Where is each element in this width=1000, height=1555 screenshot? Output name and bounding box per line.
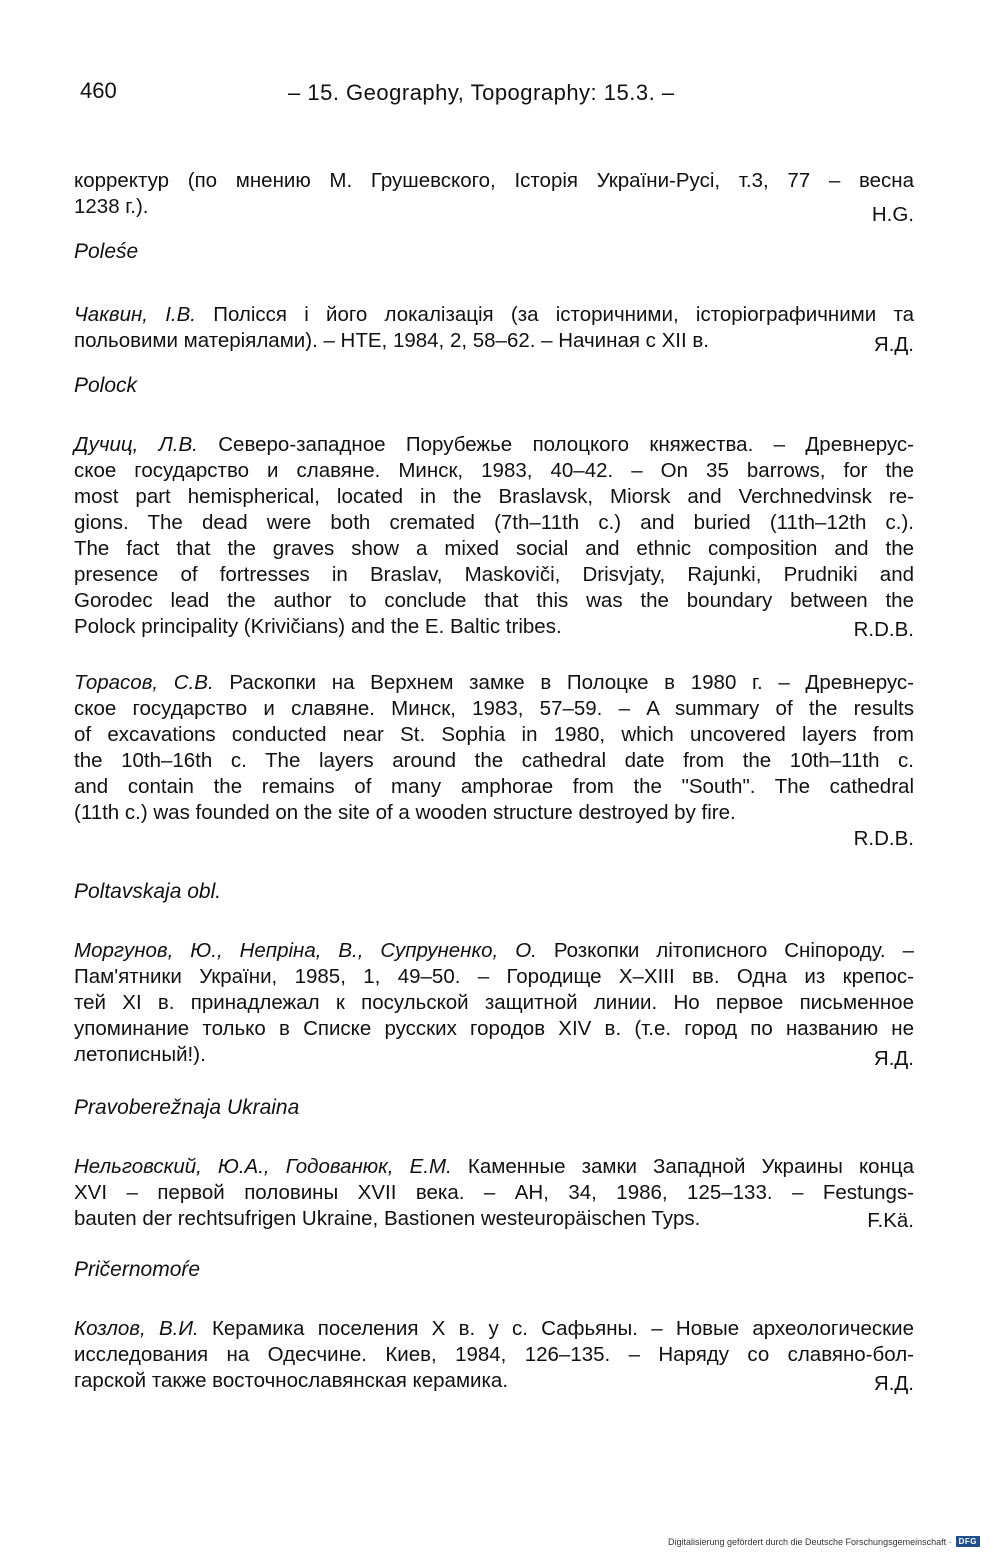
- entry-line: most part hemispherical, located in the Braslavsk, Miorsk and Verchnedvinsk re-: [74, 485, 914, 508]
- entry-line: упоминание только в Списке русских городов XIV в. (т.е. город по названию не: [74, 1017, 914, 1040]
- entry-last-line: [74, 328, 914, 354]
- entry-line: the 10th–16th c. The layers around the cathedral date from the 10th–11th c.: [74, 749, 914, 772]
- entry-morgunov: [74, 938, 914, 1068]
- reviewer-initials: F.Kä.: [867, 1209, 914, 1232]
- entry-author: Козлов, В.И.: [74, 1317, 199, 1340]
- entry-line: исследования на Одесчине. Киев, 1984, 126–135. – Наряду со славяно-бол-: [74, 1343, 914, 1366]
- entry-line: ское государство и славяне. Минск, 1983, 57–59. – A summary of the results: [74, 697, 914, 720]
- entry-line: Polock principality (Krivičians) and the E. Baltic tribes.: [74, 615, 562, 638]
- section-heading-pravoberezhnaja: Pravoberežnaja Ukraina: [74, 1096, 300, 1119]
- entry-line: ское государство и славяне. Минск, 1983, 40–42. – On 35 barrows, for the: [74, 459, 914, 482]
- entry-author: Торасов, С.В.: [74, 671, 214, 694]
- reviewer-initials: Я.Д.: [873, 1047, 914, 1070]
- entry-line: (11th c.) was founded on the site of a wooden structure destroyed by fire.: [74, 801, 736, 824]
- entry-author: Дучиц, Л.В.: [74, 433, 198, 456]
- entry-continuation: [74, 168, 914, 226]
- page-number: 460: [80, 78, 117, 103]
- entry-last-line: [74, 614, 914, 640]
- reviewer-initials: Я.Д.: [873, 333, 914, 356]
- entry-last-line: [74, 1368, 914, 1394]
- entry-last-line: [74, 1206, 914, 1232]
- entry-line: Каменные замки Западной Украины конца: [467, 1155, 915, 1178]
- section-heading-polese: Poleśe: [74, 240, 139, 263]
- entry-author: Нельговский, Ю.А., Годованюк, Е.М.: [74, 1155, 452, 1178]
- reviewer-initials: R.D.B.: [853, 827, 914, 850]
- dfg-logo: DFG: [956, 1536, 980, 1547]
- entry-line: Керамика поселения X в. у с. Сафьяны. – Новые археологические: [211, 1317, 914, 1340]
- entry-line: presence of fortresses in Braslav, Maskoviči, Drisvjaty, Rajunki, Prudniki and: [74, 563, 914, 586]
- entry-line: gions. The dead were both cremated (7th–11th c.) and buried (11th–12th c.).: [74, 511, 914, 534]
- entry-last-line: [74, 194, 914, 226]
- entry-line: польовими матеріялами). – НТЕ, 1984, 2, 58–62. – Начиная с XII в.: [74, 329, 709, 352]
- entry-author: Чаквин, І.В.: [74, 303, 196, 326]
- digitization-footer: [668, 1536, 980, 1547]
- entry-line: Полісся і його локалізація (за історичними, історіографичними та: [213, 303, 915, 326]
- entry-torasov: [74, 670, 914, 852]
- entry-line: гарской также восточнославянская керамика.: [74, 1369, 509, 1392]
- entry-line: and contain the remains of many amphorae from the "South". The cathedral: [74, 775, 914, 798]
- entry-nelgovskij: [74, 1154, 914, 1232]
- entry-line: Раскопки на Верхнем замке в Полоцке в 1980 г. – Древнерус-: [229, 671, 914, 694]
- entry-line: Северо-западное Порубежье полоцкого княжества. – Древнерус-: [218, 433, 914, 456]
- entry-line: корректур (по мнению М. Грушевского, Історія України-Русі, т.3, 77 – весна: [74, 169, 914, 192]
- entry-line: XVI – первой половины XVII века. – АН, 34, 1986, 125–133. – Festungs-: [74, 1181, 914, 1204]
- entry-last-line: [74, 1042, 914, 1068]
- section-heading-polock: Polock: [74, 374, 138, 397]
- entry-kozlov: [74, 1316, 914, 1394]
- entry-line: тей XI в. принадлежал к посульской защитной линии. Но первое письменное: [74, 991, 914, 1014]
- entry-line: bauten der rechtsufrigen Ukraine, Bastionen westeuropäischen Typs.: [74, 1207, 701, 1230]
- entry-line: Розкопки літописного Снiпороду. –: [553, 939, 914, 962]
- reviewer-initials: Я.Д.: [873, 1372, 914, 1395]
- entry-author: Моргунов, Ю., Непріна, В., Супруненко, О.: [74, 939, 537, 962]
- running-head: – 15. Geography, Topography: 15.3. –: [288, 80, 675, 105]
- entry-line: Пам'ятники України, 1985, 1, 49–50. – Городище X–XIII вв. Одна из крепос-: [74, 965, 914, 988]
- reviewer-initials: H.G.: [871, 203, 914, 226]
- entry-line: летописный!).: [74, 1043, 206, 1066]
- section-heading-pricernomore: Pričernomoŕe: [74, 1258, 201, 1281]
- footer-text: Digitalisierung gefördert durch die Deutsche Forschungsgemeinschaft ·: [667, 1536, 952, 1547]
- entry-line: 1238 г.).: [74, 195, 149, 218]
- entry-chakvin: [74, 302, 914, 354]
- section-heading-poltavskaja: Poltavskaja obl.: [74, 880, 222, 903]
- entry-line: Gorodec lead the author to conclude that this was the boundary between the: [74, 589, 914, 612]
- entry-line: of excavations conducted near St. Sophia in 1980, which uncovered layers from: [74, 723, 914, 746]
- entry-duchic: [74, 432, 914, 640]
- reviewer-initials: R.D.B.: [853, 618, 914, 641]
- entry-line: The fact that the graves show a mixed social and ethnic composition and the: [74, 537, 914, 560]
